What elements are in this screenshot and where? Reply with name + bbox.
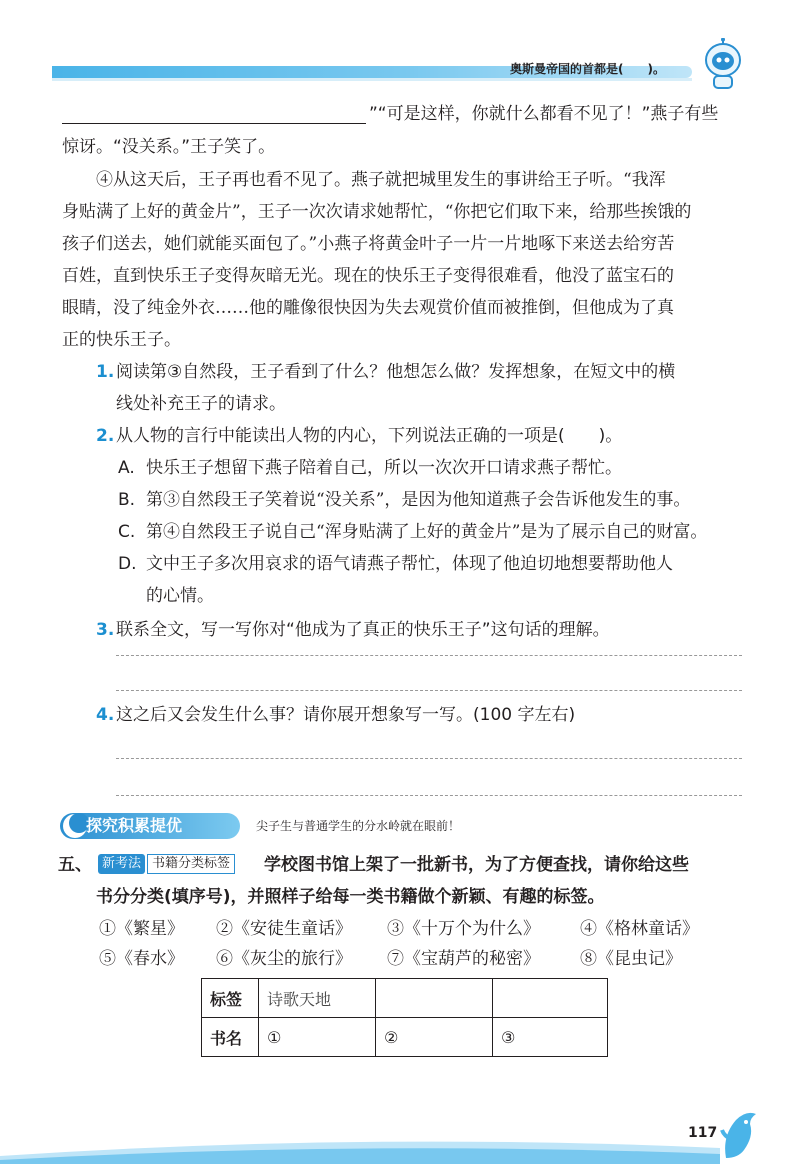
- table-header-bookname: 书名: [202, 1018, 259, 1057]
- option-d-text: 文中王子多次用哀求的语气请燕子帮忙，体现了他迫切地想要帮助他人: [146, 554, 673, 574]
- option-c-label: C.: [118, 522, 136, 542]
- book-item: ⑧《昆虫记》: [580, 949, 682, 969]
- answer-line[interactable]: [116, 690, 742, 691]
- option-d-text-cont: 的心情。: [146, 586, 214, 606]
- paragraph-4-line: ④从这天后，王子再也看不见了。燕子就把城里发生的事讲给王子听。“我浑: [96, 170, 666, 190]
- answer-line[interactable]: [116, 758, 742, 759]
- question-3-number: 3.: [96, 620, 115, 640]
- section-subtitle: 尖子生与普通学生的分水岭就在眼前！: [256, 819, 461, 833]
- table-cell: 诗歌天地: [259, 979, 376, 1018]
- book-item: ②《安徒生童话》: [216, 919, 352, 939]
- book-item: ⑤《春水》: [99, 949, 184, 969]
- tags-row: [98, 854, 235, 874]
- table-row: [202, 1018, 608, 1057]
- paragraph-4-line: 孩子们送去，她们就能买面包了。”小燕子将黄金叶子一片一片地啄下来送去给穷苦: [62, 234, 675, 254]
- answer-line[interactable]: [116, 795, 742, 796]
- question-3-text: 联系全文，写一写你对“他成为了真正的快乐王子”这句话的理解。: [116, 620, 610, 640]
- option-b-text: 第③自然段王子笑着说“没关系”，是因为他知道燕子会告诉他发生的事。: [146, 490, 691, 510]
- header-question: 奥斯曼帝国的首都是( )。: [510, 62, 665, 76]
- option-a-label: A.: [118, 458, 135, 478]
- table-cell[interactable]: ③: [493, 1018, 608, 1057]
- page-number: 117: [688, 1125, 718, 1141]
- option-b-label: B.: [118, 490, 136, 510]
- table-cell[interactable]: [493, 979, 608, 1018]
- question-1-text: 阅读第③自然段，王子看到了什么？他想怎么做？发挥想象，在短文中的横: [116, 362, 676, 382]
- passage-line-1: ”“可是这样，你就什么都看不见了！”燕子有些: [369, 104, 719, 124]
- question-2-text: 从人物的言行中能读出人物的内心，下列说法正确的一项是( )。: [116, 426, 623, 446]
- question-5-number: 五、: [58, 855, 92, 875]
- option-d-label: D.: [118, 554, 137, 574]
- header-bar-strip: [52, 78, 692, 81]
- new-method-tag: 新考法: [98, 854, 145, 874]
- question-4-number: 4.: [96, 705, 115, 725]
- footer-wave: [0, 1134, 720, 1164]
- question-5-text: 学校图书馆上架了一批新书，为了方便查找，请你给这些: [264, 855, 689, 875]
- answer-line[interactable]: [116, 655, 742, 656]
- book-item: ⑦《宝葫芦的秘密》: [387, 949, 540, 969]
- table-header-label: 标签: [202, 979, 259, 1018]
- paragraph-4-line: 身贴满了上好的黄金片”，王子一次次请求她帮忙，“你把它们取下来，给那些挨饿的: [62, 202, 692, 222]
- table-cell[interactable]: ①: [259, 1018, 376, 1057]
- book-item: ①《繁星》: [99, 919, 184, 939]
- passage-line-2: 惊讶。“没关系。”王子笑了。: [62, 137, 276, 157]
- question-2-number: 2.: [96, 426, 115, 446]
- robot-mascot-icon: [700, 38, 746, 90]
- question-1-number: 1.: [96, 362, 115, 382]
- question-1-text-cont: 线处补充王子的请求。: [116, 394, 286, 414]
- question-5-text-cont: 书分分类(填序号)，并照样子给每一类书籍做个新颖、有趣的标签。: [96, 887, 605, 907]
- table-cell[interactable]: ②: [376, 1018, 493, 1057]
- book-item: ⑥《灰尘的旅行》: [216, 949, 352, 969]
- section-title: 探究积累提优: [86, 816, 183, 835]
- option-c-text: 第④自然段王子说自己“浑身贴满了上好的黄金片”是为了展示自己的财富。: [146, 522, 708, 542]
- table-cell[interactable]: [376, 979, 493, 1018]
- paragraph-4-line: 百姓，直到快乐王子变得灰暗无光。现在的快乐王子变得很难看，他没了蓝宝石的: [62, 266, 674, 286]
- dolphin-icon: [716, 1106, 762, 1162]
- book-category-tag: 书籍分类标签: [147, 854, 235, 874]
- option-a-text: 快乐王子想留下燕子陪着自己，所以一次次开口请求燕子帮忙。: [146, 458, 622, 478]
- answer-blank-line: [62, 123, 366, 124]
- table-row: [202, 979, 608, 1018]
- book-item: ④《格林童话》: [580, 919, 699, 939]
- crescent-moon-icon: [62, 813, 88, 839]
- book-item: ③《十万个为什么》: [387, 919, 540, 939]
- book-label-table: [201, 978, 608, 1057]
- paragraph-4-line: 正的快乐王子。: [62, 330, 181, 350]
- question-4-text: 这之后又会发生什么事？请你展开想象写一写。(100 字左右): [116, 705, 576, 725]
- paragraph-4-line: 眼睛，没了纯金外衣……他的雕像很快因为失去观赏价值而被推倒，但他成为了真: [62, 298, 674, 318]
